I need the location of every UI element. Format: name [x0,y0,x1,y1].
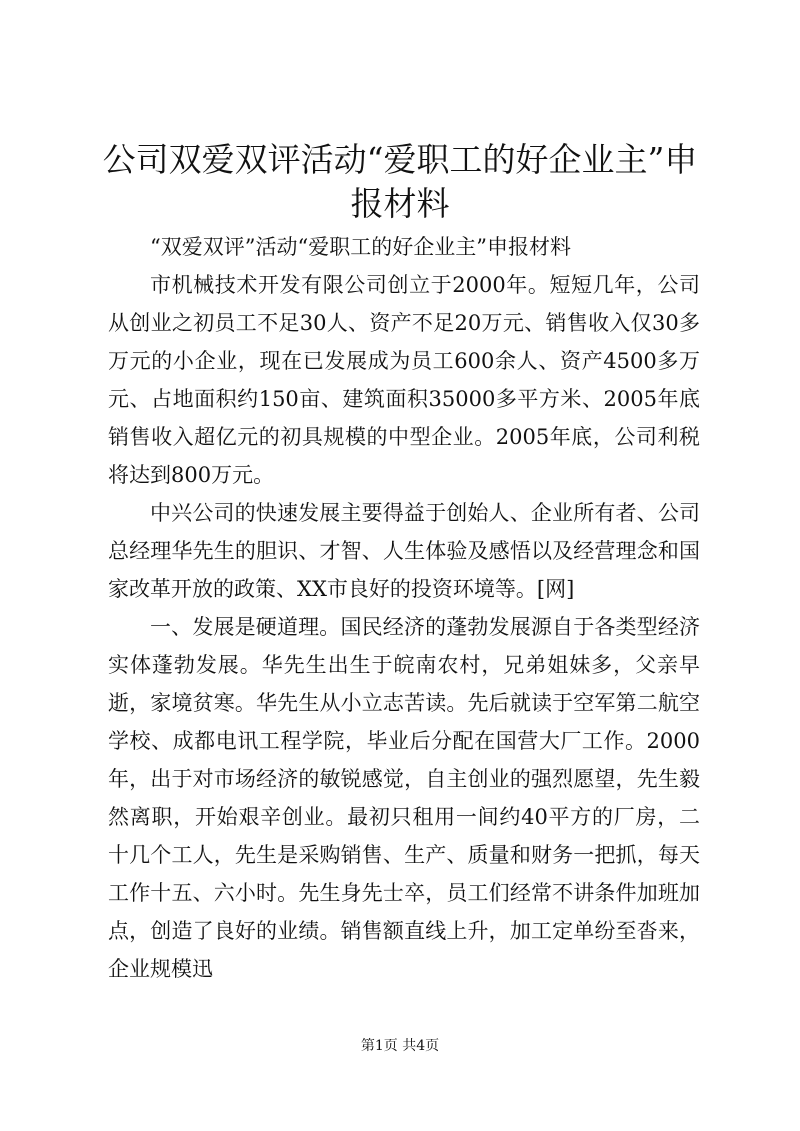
development-reason-paragraph: 中兴公司的快速发展主要得益于创始人、企业所有者、公司总经理华先生的胆识、才智、人生体验及感悟以及经营理念和国家改革开放的政策、XX市良好的投资环境等。[网] [108,501,700,601]
company-intro-paragraph: 市机械技术开发有限公司创立于2000年。短短几年，公司从创业之初员工不足30人、资产不足20万元、销售收入仅30多万元的小企业，现在已发展成为员工600余人、资产4500多万元、占地面积约150亩、建筑面积35000多平方米、2005年底销售收入超亿元的初具规模的中型企业。2005年底，公司利税将达到800万元。 [108,273,700,487]
section-one-paragraph: 一、发展是硬道理。国民经济的蓬勃发展源自于各类型经济实体蓬勃发展。华先生出生于皖南农村，兄弟姐妹多，父亲早逝，家境贫寒。华先生从小立志苦读。先后就读于空军第二航空学校、成都电讯工程学院，毕业后分配在国营大厂工作。2000年，出于对市场经济的敏锐感觉，自主创业的强烈愿望，先生毅然离职，开始艰辛创业。最初只租用一间约40平方的厂房，二十几个工人，先生是采购销售、生产、质量和财务一把抓，每天工作十五、六小时。先生身先士卒，员工们经常不讲条件加班加点，创造了良好的业绩。销售额直线上升，加工定单纷至沓来，企业规模迅 [108,615,700,981]
page-number-footer: 第1页 共4页 [360,1038,440,1054]
document-title: 公司双爱双评活动“爱职工的好企业主”申报材料 [102,140,698,223]
document-body [108,228,700,988]
subtitle-paragraph: “双爱双评”活动“爱职工的好企业主”申报材料 [150,235,571,259]
